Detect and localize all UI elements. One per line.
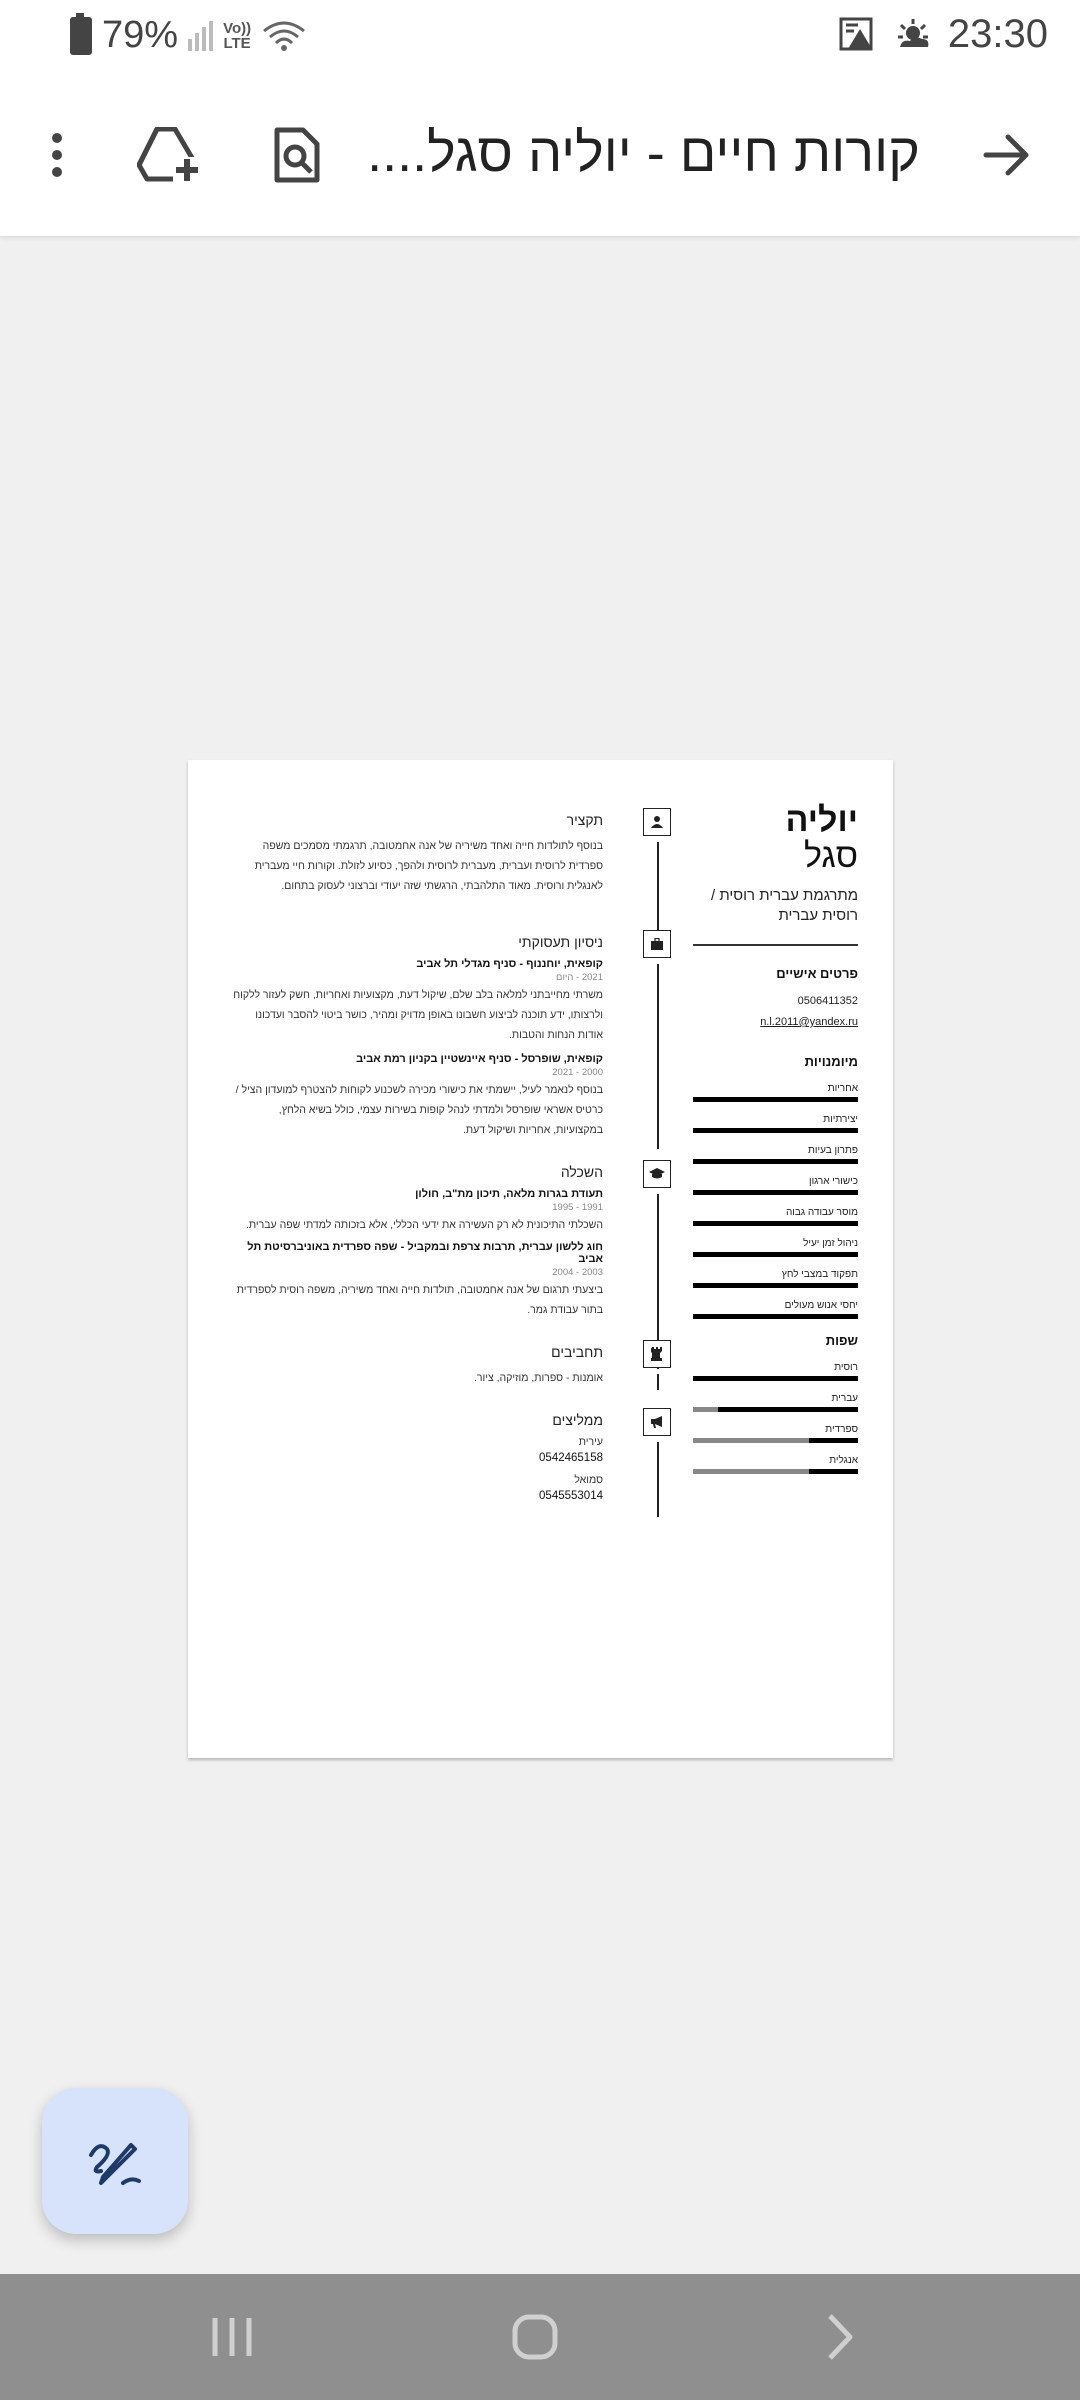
person-icon xyxy=(643,808,671,836)
email-link[interactable]: n.l.2011@yandex.ru xyxy=(760,1016,858,1028)
weather-icon xyxy=(892,17,934,53)
skill-item xyxy=(693,1145,858,1164)
language-item-bar xyxy=(693,1407,858,1412)
job-description: בנוסף לנאמר לעיל, יישמתי את כישורי מכירה לשכנוע לקוחות להצטרף למועדון הציל / כרטיס אשראי שופרסל ולמדתי לנהל קופות בשירות עצמי, כולל בשיא הלחץ, במקצועיות, אחריות ושיקול דעת. xyxy=(235,1084,603,1136)
language-item xyxy=(693,1393,858,1412)
education-section xyxy=(233,1160,603,1320)
summary-text: בנוסף לתולדות חייה ואחד משיריה של אנה אחמטובה, תרגמתי מסמכים משפה ספרדית לרוסית ועברית, מעברית לרוסית ולהפך, כסיוע לזולת. וקורות חיי מעברית לאנגלית ורוסית. מאוד התלהבתי, הרגשתי שזה יעודי וברצוני לעסוק בתחום. xyxy=(254,840,603,892)
home-icon[interactable] xyxy=(495,2302,575,2372)
job-title: קופאית, שופרסל - סניף איינשטיין בקניון רמת אביב xyxy=(356,1053,603,1065)
languages-list xyxy=(693,1362,858,1474)
job-description: משרתי מחייבתני למלאה בלב שלם, שיקול דעת, מקצועיות ואחריות, חשק לעזור ללקוח ולרצותו, ידע תוכנה לביצוע חשבונו באופן מדויק ומהיר, כושר ביטוי להסבר ועדכונו אודות הנחות והטבות. xyxy=(233,989,603,1041)
skill-item-label: אחריות xyxy=(827,1083,858,1094)
skill-item xyxy=(693,1083,858,1102)
language-item-label: עברית xyxy=(831,1393,858,1404)
skill-item-fill xyxy=(693,1252,858,1257)
job-dates: 2000 - 2021 xyxy=(552,1067,603,1078)
skill-item xyxy=(693,1176,858,1195)
skill-item-fill xyxy=(693,1097,858,1102)
status-bar xyxy=(0,0,1080,74)
skill-item xyxy=(693,1300,858,1319)
language-item-label: ספרדית xyxy=(825,1424,858,1435)
megaphone-icon xyxy=(643,1408,671,1436)
education-description: ביצעתי תרגום של אנה אחמטובה, תולדות חייה ואחד משיריה, משפה רוסית לספרדית בתור עבודת גמר. xyxy=(236,1284,603,1316)
job-title: קופאית, יוחננוף - סניף מגדלי תל אביב xyxy=(416,958,603,970)
skill-item-bar xyxy=(693,1159,858,1164)
section-timeline xyxy=(657,1442,659,1517)
skills-list xyxy=(693,1083,858,1319)
wifi-icon xyxy=(261,19,307,53)
hobbies-heading: תחביבים xyxy=(551,1344,603,1360)
skill-item-bar xyxy=(693,1283,858,1288)
system-nav-bar xyxy=(0,2274,1080,2400)
recents-icon[interactable] xyxy=(192,2302,272,2372)
skill-item-label: כישורי ארגון xyxy=(808,1176,858,1187)
skill-item xyxy=(693,1114,858,1133)
education-heading: השכלה xyxy=(560,1164,603,1180)
divider xyxy=(693,944,858,946)
job-item xyxy=(233,1053,603,1140)
skill-item-label: מוסר עבודה גבוה xyxy=(785,1207,858,1218)
summary-heading: תקציר xyxy=(566,812,603,828)
find-in-page-icon[interactable] xyxy=(262,120,332,190)
language-item-fill xyxy=(693,1376,858,1381)
experience-section xyxy=(233,930,603,1140)
lte-indicator: Vo)) LTE xyxy=(223,19,252,52)
reference-phone: 0545553014 xyxy=(539,1490,603,1502)
hobbies-section xyxy=(233,1340,603,1388)
skill-item-bar xyxy=(693,1097,858,1102)
skill-item-fill xyxy=(693,1190,858,1195)
news-notification-icon xyxy=(838,15,878,55)
resume-main xyxy=(233,808,603,1522)
skill-item-bar xyxy=(693,1190,858,1195)
graduation-cap-icon xyxy=(643,1160,671,1188)
education-description: השכלתי התיכונית לא רק העשירה את ידעי הכללי, אלא בזכותה למדתי שפה עברית. xyxy=(245,1219,603,1231)
skill-item-bar xyxy=(693,1252,858,1257)
section-timeline xyxy=(657,842,659,937)
edit-fab-button[interactable] xyxy=(42,2088,188,2234)
skill-item-label: יחסי אנוש מעולים xyxy=(784,1300,858,1311)
references-section xyxy=(233,1408,603,1502)
skill-item-fill xyxy=(693,1128,858,1133)
language-item-bar xyxy=(693,1438,858,1443)
job-dates: 2021 - היום xyxy=(556,972,603,983)
clock: 23:30 xyxy=(947,12,1048,56)
section-timeline xyxy=(657,964,659,1149)
battery-level: 79% xyxy=(102,14,179,56)
reference-phone: 0542465158 xyxy=(539,1452,603,1464)
chess-rook-icon xyxy=(643,1340,671,1368)
languages-heading: שפות xyxy=(825,1333,858,1348)
education-title: תעודת בגרות מלאה, תיכון מת"ב, חולון xyxy=(415,1188,603,1200)
language-item xyxy=(693,1455,858,1474)
skill-item-label: יצירתיות xyxy=(823,1114,858,1125)
job-item xyxy=(233,958,603,1045)
battery-icon xyxy=(70,17,92,55)
status-right xyxy=(838,12,1048,57)
back-icon[interactable] xyxy=(800,2302,880,2372)
section-timeline xyxy=(657,1374,659,1390)
edit-pen-icon xyxy=(87,2133,143,2189)
resume-sidebar xyxy=(693,802,858,1486)
skill-item-fill xyxy=(693,1314,858,1319)
skill-item-bar xyxy=(693,1314,858,1319)
first-name: יוליה xyxy=(785,801,858,839)
education-dates: 2003 - 2004 xyxy=(552,1267,603,1278)
skill-item-bar xyxy=(693,1128,858,1133)
document-title: קורות חיים - יוליה סגל.... xyxy=(367,123,920,183)
skill-item xyxy=(693,1207,858,1226)
education-item xyxy=(233,1188,603,1235)
language-item-bar xyxy=(693,1376,858,1381)
reference-name: עירית xyxy=(578,1436,603,1448)
skill-item-fill xyxy=(693,1159,858,1164)
skill-item-fill xyxy=(693,1221,858,1226)
language-item-label: רוסית xyxy=(834,1362,858,1373)
skill-item-label: פתרון בעיות xyxy=(807,1145,858,1156)
skill-item-label: תפקוד במצבי לחץ xyxy=(781,1269,858,1280)
status-left xyxy=(70,14,307,57)
skill-item xyxy=(693,1269,858,1288)
hobbies-text: אומנות - ספרות, מוזיקה, ציור. xyxy=(474,1372,603,1384)
briefcase-icon xyxy=(643,930,671,958)
education-title: חוג ללשון עברית, תרבות צרפת ובמקביל - שפה ספרדית באוניברסיטת תל אביב xyxy=(247,1241,603,1265)
skills-heading: מיומנויות xyxy=(804,1054,858,1069)
app-toolbar xyxy=(0,74,1080,237)
language-item xyxy=(693,1424,858,1443)
arrow-forward-icon[interactable] xyxy=(972,120,1042,190)
more-vert-icon[interactable] xyxy=(22,120,92,190)
language-item xyxy=(693,1362,858,1381)
language-item-bar xyxy=(693,1469,858,1474)
language-item-fill xyxy=(809,1438,859,1443)
drive-add-icon[interactable] xyxy=(134,120,204,190)
signal-icon xyxy=(188,21,213,51)
skill-item-label: ניהול זמן יעיל xyxy=(803,1238,858,1249)
skill-item-bar xyxy=(693,1221,858,1226)
phone-number: 0506411352 xyxy=(797,995,858,1007)
skill-item-fill xyxy=(693,1283,858,1288)
resume-page[interactable] xyxy=(188,760,893,1758)
summary-section xyxy=(233,808,603,896)
job-role: מתרגמת עברית רוסית / רוסית עברית xyxy=(711,887,858,924)
language-item-fill xyxy=(718,1407,858,1412)
skill-item xyxy=(693,1238,858,1257)
experience-heading: ניסיון תעסוקתי xyxy=(518,934,603,950)
personal-heading: פרטים אישיים xyxy=(776,966,858,981)
education-dates: 1991 - 1995 xyxy=(552,1202,603,1213)
reference-name: סמואל xyxy=(574,1474,603,1486)
last-name: סגל xyxy=(803,837,858,875)
references-heading: ממליצים xyxy=(552,1412,603,1428)
education-item xyxy=(233,1241,603,1320)
language-item-fill xyxy=(809,1469,859,1474)
language-item-label: אנגלית xyxy=(829,1455,858,1466)
